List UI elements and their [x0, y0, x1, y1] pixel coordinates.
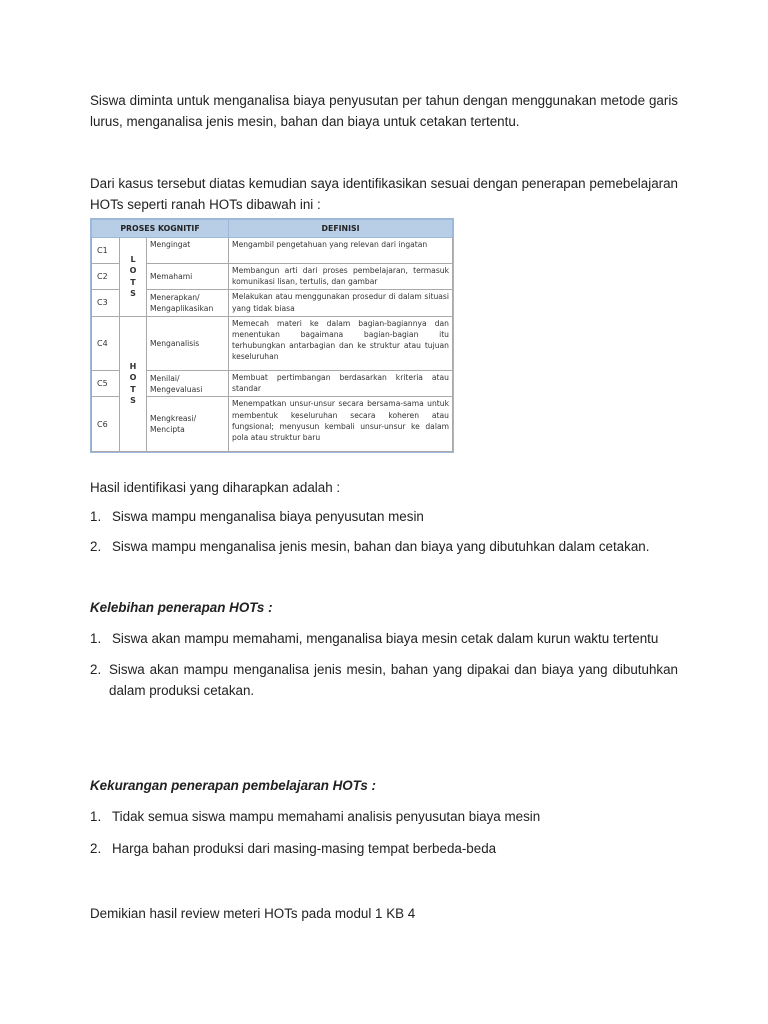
- definition-text: Membangun arti dari proses pembelajaran, termasuk komunikasi lisan, tertulis, dan gambar: [229, 264, 453, 290]
- advantages-heading: Kelebihan penerapan HOTs :: [90, 600, 273, 615]
- intro-paragraph: Siswa diminta untuk menganalisa biaya penyusutan per tahun dengan menggunakan metode garis lurus, menganalisa jenis mesin, bahan dan biaya untuk cetakan tertentu.: [90, 93, 678, 129]
- disadvantages-heading: Kekurangan penerapan pembelajaran HOTs :: [90, 778, 376, 793]
- level-code: C1: [92, 238, 120, 264]
- table-row: [92, 371, 453, 397]
- definition-text: Menempatkan unsur-unsur secara bersama-sama untuk membentuk keseluruhan secara koheren atau fungsional; menyusun kembali unsur-unsur ke dalam pola atau struktur baru: [229, 397, 453, 452]
- table-row: [92, 264, 453, 290]
- header-process: PROSES KOGNITIF: [92, 220, 229, 238]
- process-name: Mengingat: [147, 238, 229, 264]
- case-paragraph: Dari kasus tersebut diatas kemudian saya identifikasikan sesuai dengan penerapan pemebelajaran HOTs seperti ranah HOTs dibawah ini :: [90, 176, 678, 212]
- table-header-row: [92, 220, 453, 238]
- list-text: Siswa akan mampu memahami, menganalisa biaya mesin cetak dalam kurun waktu tertentu: [112, 631, 659, 646]
- process-name: Mengkreasi/ Mencipta: [147, 397, 229, 452]
- list-item: [90, 536, 678, 557]
- definition-text: Memecah materi ke dalam bagian-bagiannya dan menentukan bagaimana bagian-bagian itu terhubungkan antarbagian dan ke struktur atau tujuan keseluruhan: [229, 316, 453, 371]
- list-item: [90, 659, 678, 701]
- level-code: C2: [92, 264, 120, 290]
- hots-table: [90, 218, 454, 453]
- list-text: Harga bahan produksi dari masing-masing tempat berbeda-beda: [112, 841, 497, 856]
- list-item: [90, 838, 678, 859]
- results-intro: Hasil identifikasi yang diharapkan adalah :: [90, 480, 341, 495]
- header-definition: DEFINISI: [229, 220, 453, 238]
- table-row: [92, 238, 453, 264]
- list-number: 1.: [90, 631, 102, 646]
- table-row: [92, 397, 453, 452]
- level-code: C3: [92, 290, 120, 316]
- process-name: Menganalisis: [147, 316, 229, 371]
- list-item: [90, 628, 678, 649]
- definition-text: Mengambil pengetahuan yang relevan dari ingatan: [229, 238, 453, 264]
- closing-paragraph: Demikian hasil review meteri HOTs pada modul 1 KB 4: [90, 906, 416, 921]
- list-number: 2.: [90, 841, 102, 856]
- list-text: Tidak semua siswa mampu memahami analisis penyusutan biaya mesin: [112, 809, 541, 824]
- level-code: C6: [92, 397, 120, 452]
- list-text: Siswa akan mampu menganalisa jenis mesin, bahan yang dipakai dan biaya yang dibutuhkan dalam produksi cetakan.: [109, 662, 678, 698]
- definition-text: Membuat pertimbangan berdasarkan kriteria atau standar: [229, 371, 453, 397]
- list-text: Siswa mampu menganalisa biaya penyusutan mesin: [112, 509, 424, 524]
- list-number: 1.: [90, 809, 102, 824]
- definition-text: Melakukan atau menggunakan prosedur di dalam situasi yang tidak biasa: [229, 290, 453, 316]
- hots-label: H O T S: [120, 316, 147, 451]
- list-item: [90, 806, 678, 827]
- list-number: 2.: [90, 662, 102, 677]
- process-name: Menilai/ Mengevaluasi: [147, 371, 229, 397]
- lots-label: L O T S: [120, 238, 147, 317]
- table-row: [92, 316, 453, 371]
- list-item: [90, 506, 678, 527]
- list-text: Siswa mampu menganalisa jenis mesin, bahan dan biaya yang dibutuhkan dalam cetakan.: [112, 539, 650, 554]
- level-code: C4: [92, 316, 120, 371]
- level-code: C5: [92, 371, 120, 397]
- process-name: Memahami: [147, 264, 229, 290]
- list-number: 2.: [90, 539, 102, 554]
- table-row: [92, 290, 453, 316]
- process-name: Menerapkan/ Mengaplikasikan: [147, 290, 229, 316]
- list-number: 1.: [90, 509, 102, 524]
